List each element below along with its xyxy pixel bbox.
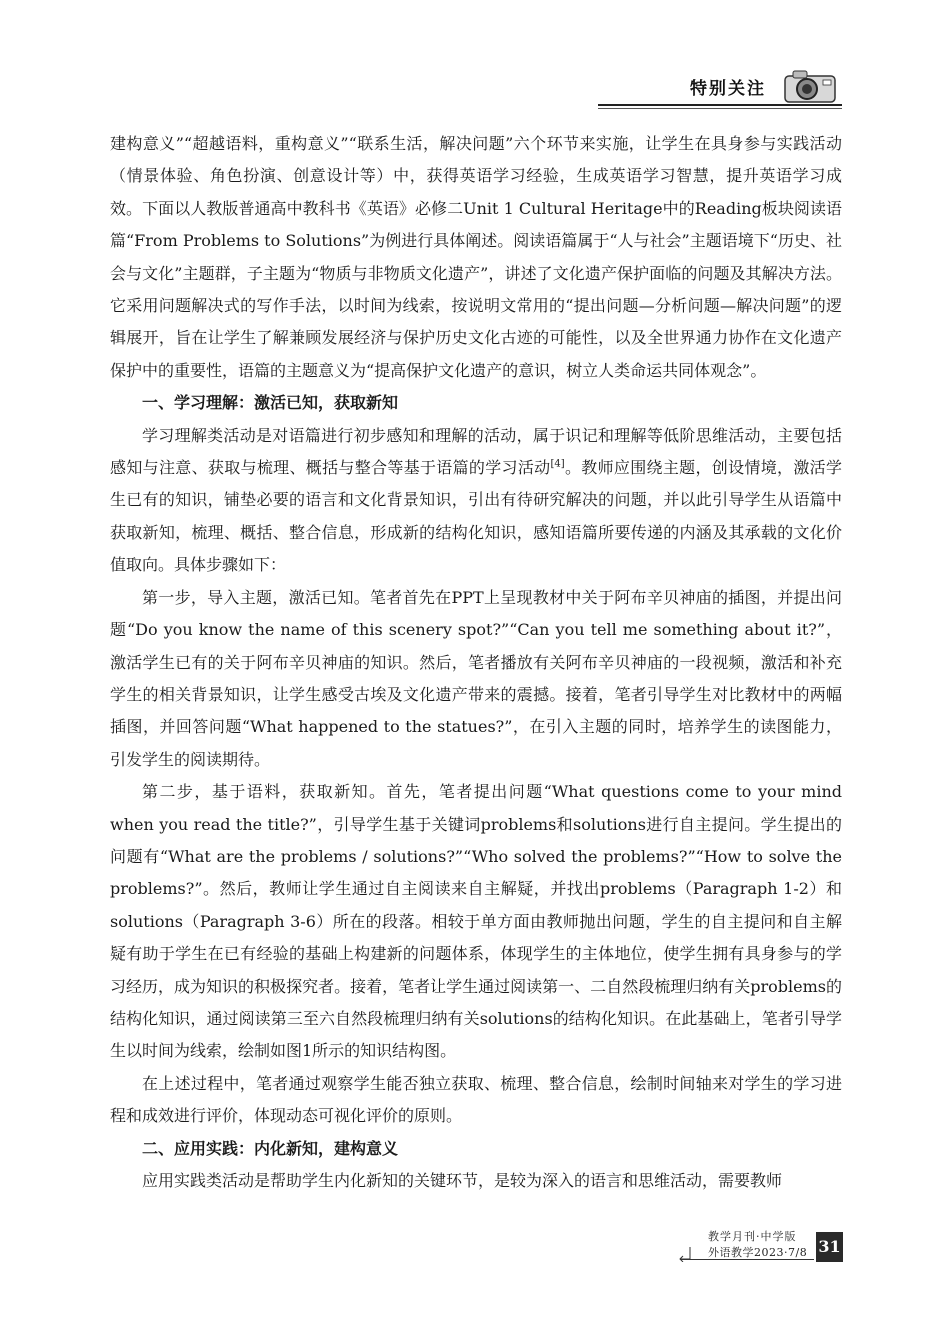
- journal-issue: 外语教学2023·7/8: [708, 1246, 808, 1259]
- footer-rule: [680, 1259, 814, 1260]
- paragraph: 应用实践类活动是帮助学生内化新知的关键环节，是较为深入的语言和思维活动，需要教师: [142, 1171, 783, 1190]
- paragraph: 第一步，导入主题，激活已知。笔者首先在PPT上呈现教材中关于阿布辛贝神庙的插图，并提出问题“Do you know the name of this scenery spot?”“Can you tell me something about it?”，激活学生已有的关于阿布辛贝神庙的知识。然后，笔者播放有关阿布辛贝神庙的一段视频，激活和补充学生的相关背景知识，让学生感受古埃及文化遗产带来的震撼。接着，笔者引导学生对比教材中的两幅插图，并回答问题“What happened to the statues?”，在引入主题的同时，培养学生的读图能力，引发学生的阅读期待。: [110, 587, 842, 769]
- header-rule: [598, 104, 842, 106]
- page-number: 31: [816, 1232, 843, 1262]
- section-heading: 一、学习理解：激活已知，获取新知: [142, 393, 399, 413]
- section-title: 特别关注: [690, 79, 766, 99]
- paragraph-text: 。教师应围绕主题，创设情境，激活学生已有的知识，铺垫必要的语言和文化背景知识，引出有待研究解决的问题，并以此引导学生从语篇中获取新知，梳理、概括、整合信息，形成新的结构化知识，感知语篇所要传递的内涵及其承载的文化价值取向。具体步骤如下：: [110, 458, 842, 575]
- article-body: [110, 128, 842, 1197]
- paragraph-text: 学习理解类活动是对语篇进行初步感知和理解的活动，属于识记和理解等低阶思维活动，主要包括感知与注意、获取与梳理、概括与整合等基于语篇的学习活动: [110, 425, 842, 478]
- section-heading: 二、应用实践：内化新知，建构意义: [142, 1138, 399, 1158]
- paragraph: 在上述过程中，笔者通过观察学生能否独立获取、梳理、整合信息，绘制时间轴来对学生的学习进程和成效进行评价，体现动态可视化评价的原则。: [110, 1073, 842, 1126]
- paragraph: [110, 420, 842, 582]
- camera-icon: [783, 68, 843, 108]
- paragraph: 第二步，基于语料，获取新知。首先，笔者提出问题“What questions come to your mind when you read the title?”，引导学生基于关键词problems和solutions进行自主提问。学生提出的问题有“What are the problems / solutions?”“Who solved the problems?”“How to solve the problems?”。然后，教师让学生通过自主阅读来自主解疑，并找出problems（Paragraph 1-2）和solutions（Paragraph 3-6）所在的段落。相较于单方面由教师抛出问题，学生的自主提问和自主解疑有助于学生在已有经验的基础上构建新的问题体系，体现学生的主体地位，使学生拥有具身参与的学习经历，成为知识的积极探究者。接着，笔者让学生通过阅读第一、二自然段梳理归纳有关problems的结构化知识，通过阅读第三至六自然段梳理归纳有关solutions的结构化知识。在此基础上，笔者引导学生以时间为线索，绘制如图1所示的知识结构图。: [110, 782, 842, 1061]
- header-rule-thin: [598, 108, 842, 109]
- paragraph: 建构意义”“超越语料，重构意义”“联系生活，解决问题”六个环节来实施，让学生在具身参与实践活动（情景体验、角色扮演、创意设计等）中，获得英语学习经验，生成英语学习智慧，提升英语学习成效。下面以人教版普通高中教科书《英语》必修二Unit 1 Cultural Heritage中的Reading板块阅读语篇“From Problems to Solutions”为例进行具体阐述。阅读语篇属于“人与社会”主题语境下“历史、社会与文化”主题群，子主题为“物质与非物质文化遗产”，讲述了文化遗产保护面临的问题及其解决方法。它采用问题解决式的写作手法，以时间为线索，按说明文常用的“提出问题—分析问题—解决问题”的逻辑展开，旨在让学生了解兼顾发展经济与保护历史文化古迹的可能性，以及全世界通力协作在文化遗产保护中的重要性，语篇的主题意义为“提高保护文化遗产的意识，树立人类命运共同体观念”。: [110, 134, 842, 380]
- citation-ref: [4]: [550, 458, 565, 470]
- journal-name: 教学月刊·中学版: [708, 1230, 797, 1243]
- arrow-left-icon: [678, 1246, 692, 1266]
